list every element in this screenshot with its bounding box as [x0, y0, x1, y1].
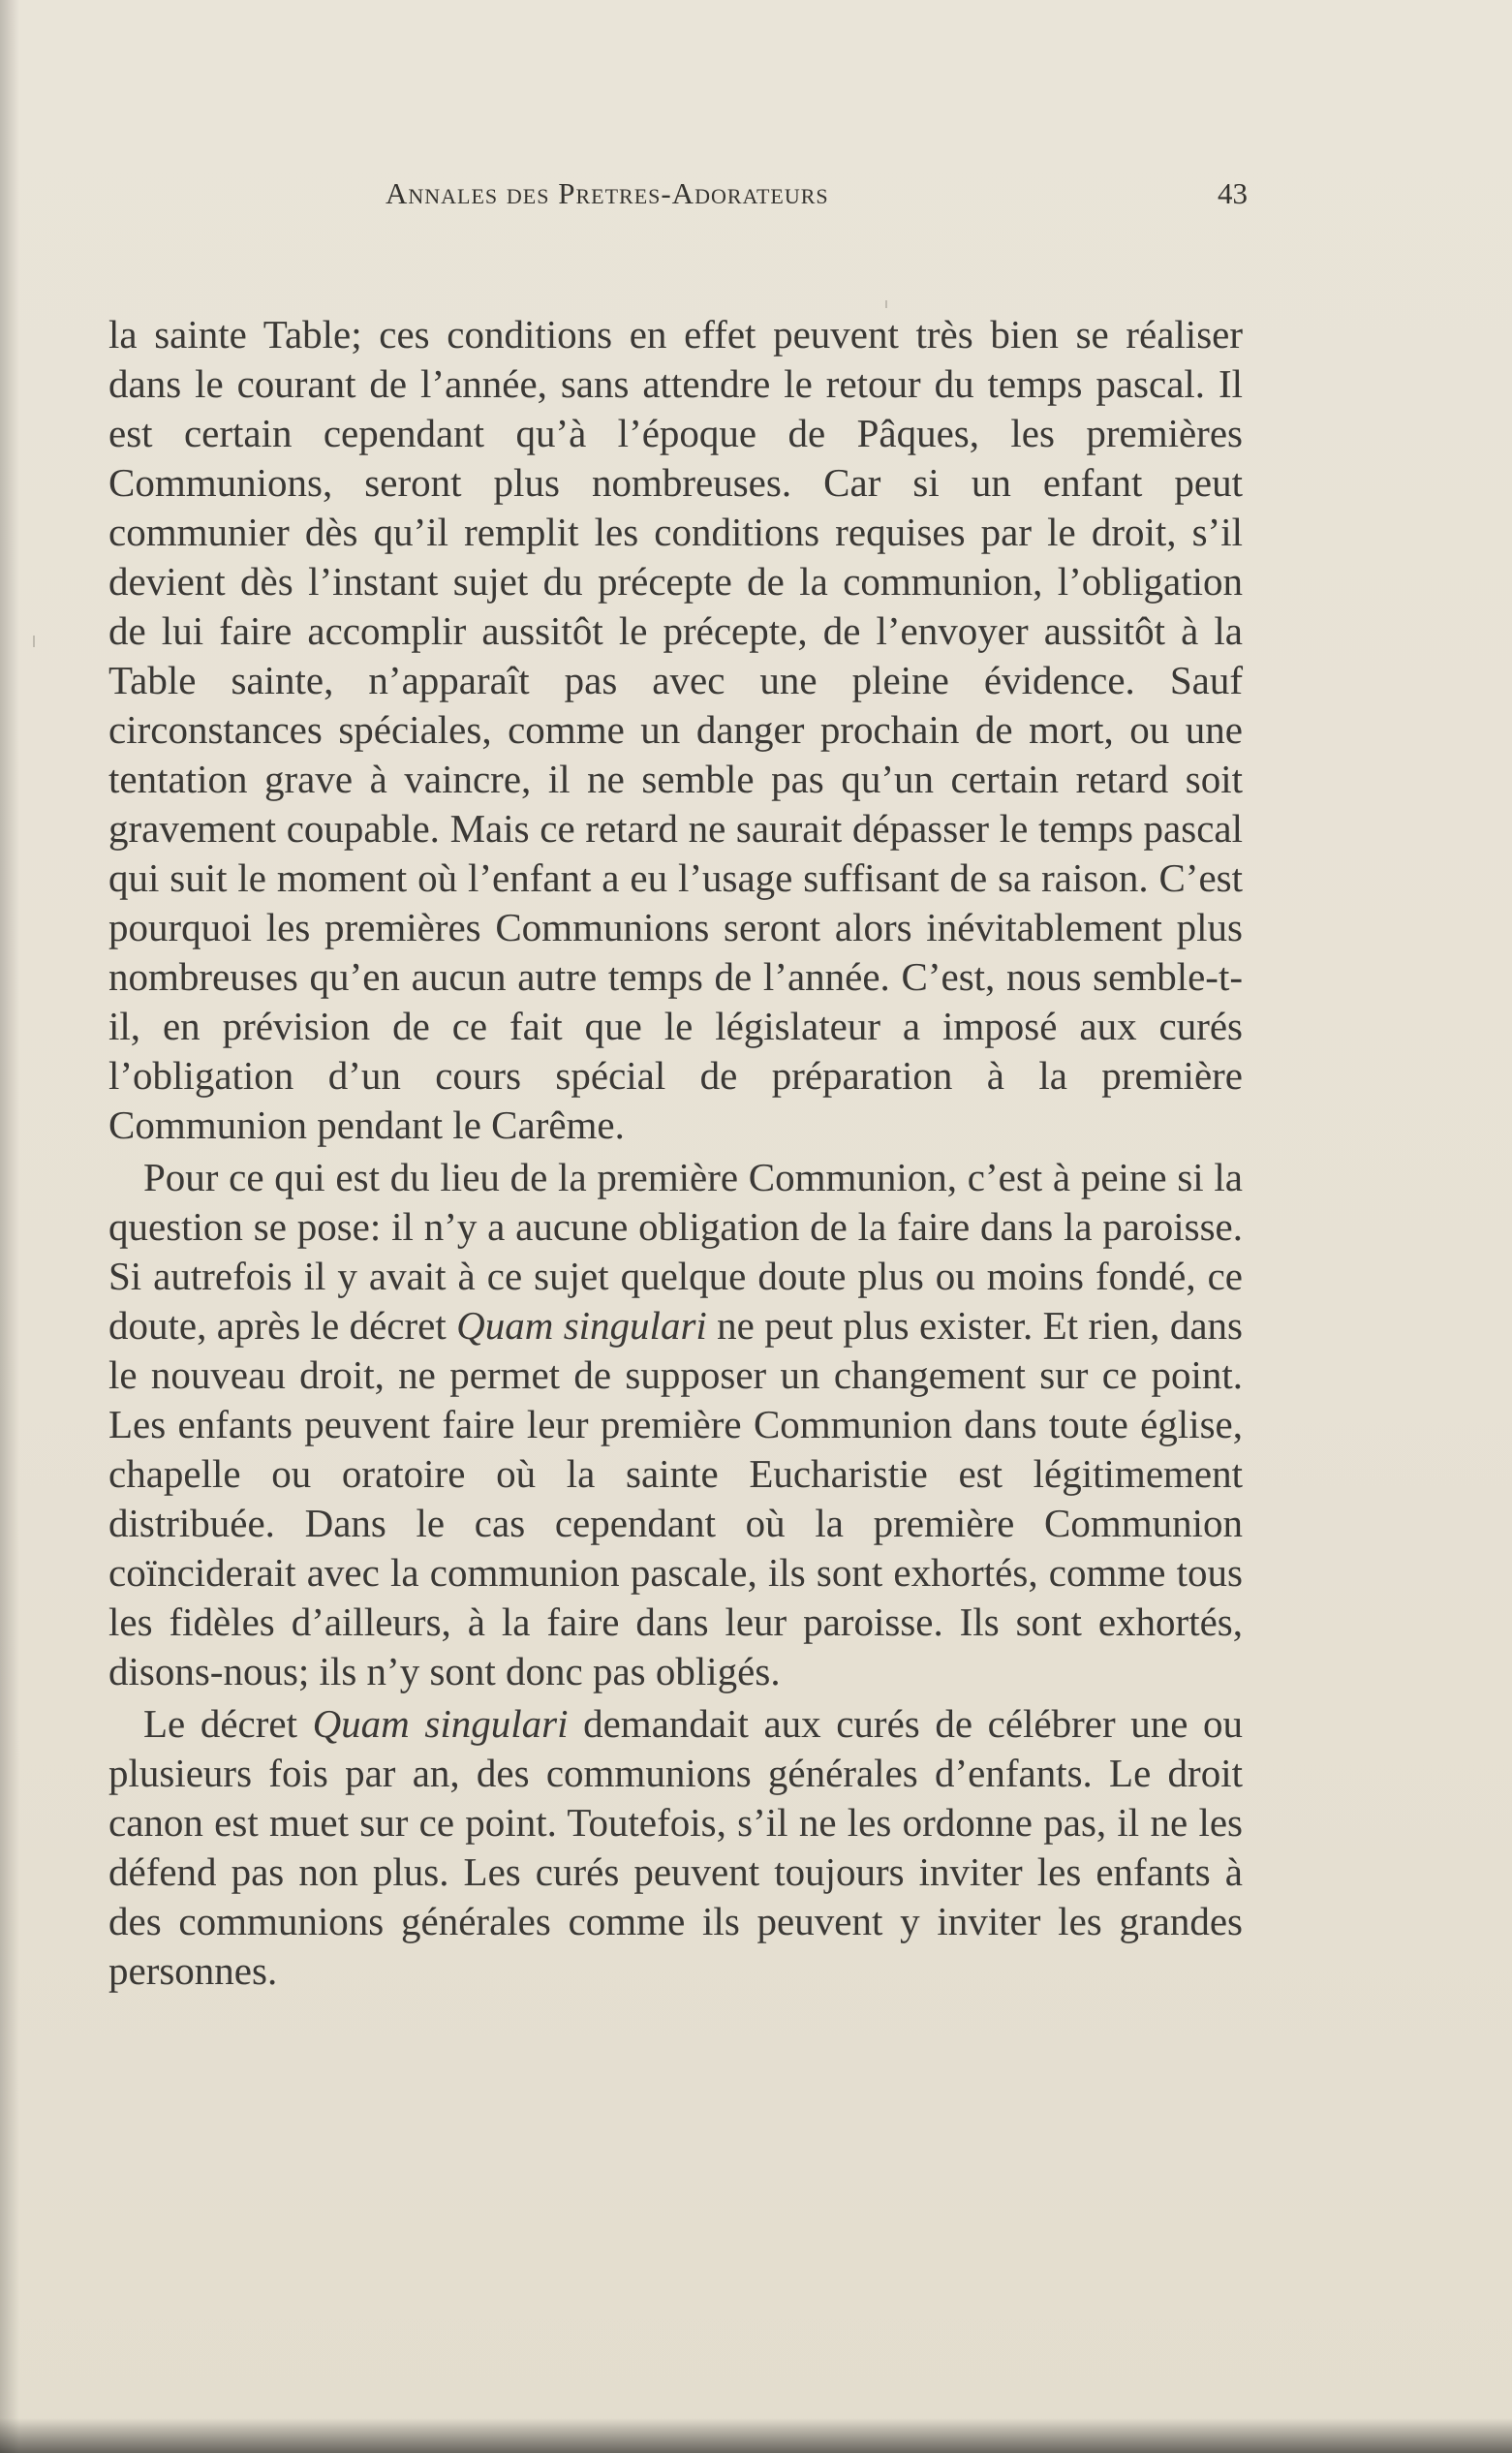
paragraph-3-text-after: demandait aux curés de célébrer une ou plusieurs fois par an, des communions générales d’enfants. Le droit canon est muet sur ce point. Toutefois, s’il ne les ordonne pas, il ne les défend pas non plus. Les curés peuvent toujours inviter les enfants à des communions générales comme ils peuvent y inviter les grandes personnes.	[108, 1701, 1243, 1993]
paragraph-2-text-before: Pour ce qui est du lieu de la première Communion, c’est à peine si la question se pose: il n’y a aucune obligation de la faire dans la paroisse. Si autrefois il y avait à ce sujet quelque doute plus ou moins fondé, ce doute, après le décret	[108, 1155, 1243, 1348]
page-left-shadow	[0, 0, 19, 2453]
paper-speck	[33, 636, 35, 647]
paper-speck	[885, 300, 887, 308]
paragraph-2-text-after: ne peut plus exister. Et rien, dans le nouveau droit, ne permet de supposer un changement sur ce point. Les enfants peuvent faire leur première Communion dans toute église, chapelle ou oratoire où la sainte Eucharistie est légitimement distribuée. Dans le cas cependant où la première Communion coïnciderait avec la communion pascale, ils sont exhortés, comme tous les fidèles d’ailleurs, à la faire dans leur paroisse. Ils sont exhortés, disons-nous; ils n’y sont donc pas obligés.	[108, 1303, 1243, 1693]
paragraph-1-text: la sainte Table; ces conditions en effet peuvent très bien se réaliser dans le courant de l’année, sans attendre le retour du temps pascal. Il est certain cependant qu’à l’époque de Pâques, les premières Communions, seront plus nombreuses. Car si un enfant peut communier dès qu’il remplit les conditions requises par le droit, s’il devient dès l’instant sujet du précepte de la communion, l’obligation de lui faire accomplir aussitôt le précepte, de l’envoyer aussitôt à la Table sainte, n’apparaît pas avec une pleine évidence. Sauf circonstances spéciales, comme un danger prochain de mort, ou une tentation grave à vaincre, il ne semble pas qu’un certain retard soit gravement coupable. Mais ce retard ne saurait dépasser le temps pascal qui suit le moment où l’enfant a eu l’usage suffisant de sa raison. C’est pourquoi les premières Communions seront alors inévitablement plus nombreuses qu’en aucun autre temps de l’année. C’est, nous semble-t-il, en prévision de ce fait que le législateur a imposé aux curés l’obligation d’un cours spécial de préparation à la première Communion pendant le Carême.	[108, 312, 1243, 1147]
running-header	[386, 176, 1248, 219]
page-bottom-shadow	[0, 2418, 1512, 2453]
paragraph-3-text-before: Le décret	[143, 1701, 313, 1746]
paragraph-3	[108, 1699, 1243, 1996]
paragraph-1	[108, 310, 1243, 1150]
page-number: 43	[1218, 176, 1248, 210]
body-text	[108, 310, 1243, 2189]
running-title: Annales des Pretres-Adorateurs	[386, 176, 829, 210]
paragraph-2	[108, 1153, 1243, 1696]
paragraph-2-italic-title: Quam singulari	[456, 1303, 707, 1348]
paragraph-3-italic-title: Quam singulari	[312, 1701, 569, 1746]
